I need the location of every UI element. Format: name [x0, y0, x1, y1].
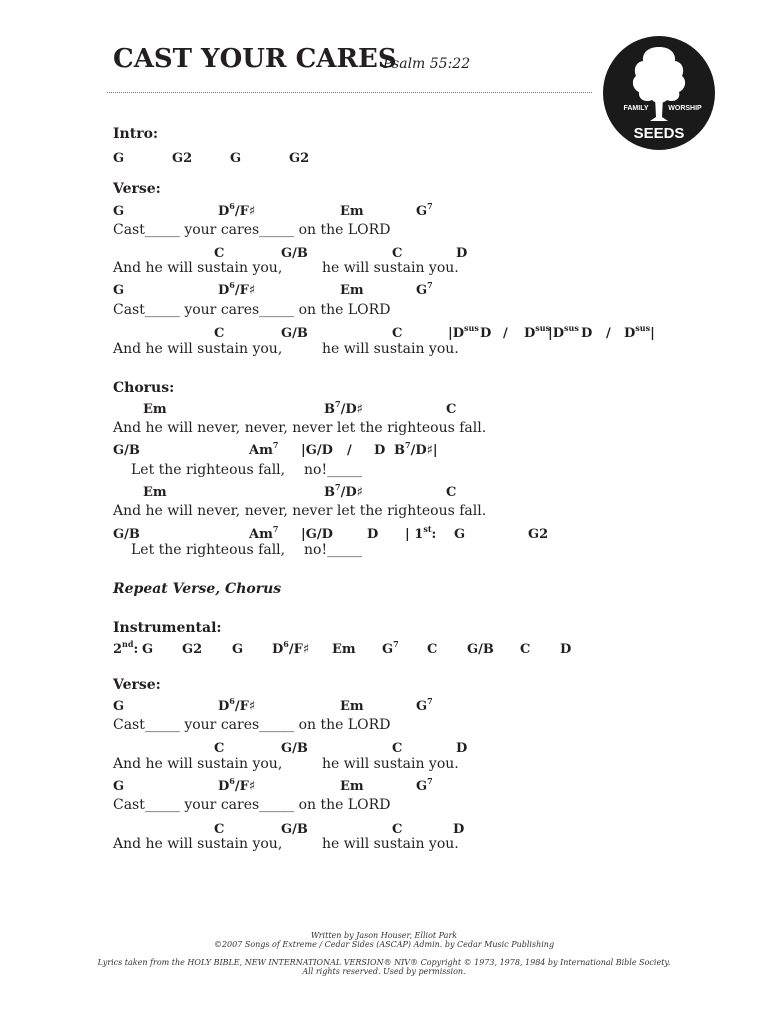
- chord-symbol: Em: [340, 283, 364, 298]
- chord-symbol: [218, 696, 256, 714]
- chord-symbol: G: [416, 779, 428, 794]
- chord-symbol: /D♯: [340, 402, 363, 417]
- chord-symbol: G: [416, 699, 428, 714]
- chord-symbol: /F♯: [234, 779, 256, 794]
- chord-symbol: |D: [448, 326, 465, 341]
- chord-symbol: [448, 323, 479, 341]
- chord-symbol: |G/D: [301, 527, 333, 542]
- chord-symbol: |: [650, 326, 655, 341]
- chord-symbol: sus: [535, 323, 551, 333]
- chord-symbol: C: [446, 402, 457, 417]
- chord-symbol: G/B: [281, 246, 308, 261]
- chord-symbol: G: [113, 699, 125, 714]
- chord-symbol: 7: [427, 280, 433, 290]
- chord-symbol: [218, 776, 256, 794]
- chord-symbol: Em: [340, 204, 364, 219]
- lyric-text: Cast_____ your cares_____ on the LORD: [113, 222, 391, 238]
- lyric-line: [0, 462, 768, 480]
- chord-symbol: G/B: [281, 326, 308, 341]
- chord-line: [0, 201, 768, 222]
- chord-symbol: 6: [229, 280, 235, 290]
- chord-symbol: [324, 399, 363, 417]
- lyric-text: And he will sustain you,: [113, 756, 283, 772]
- chord-symbol: 6: [283, 639, 289, 649]
- chord-symbol: Em: [143, 402, 167, 417]
- lyric-line: [0, 341, 768, 359]
- chord-symbol: [218, 280, 256, 298]
- chord-symbol: [113, 639, 139, 657]
- lyric-text: Cast_____ your cares_____ on the LORD: [113, 797, 391, 813]
- chord-symbol: 7: [335, 399, 341, 409]
- chord-line: [0, 776, 768, 797]
- chord-symbol: sus: [464, 323, 479, 333]
- chord-symbol: :: [431, 527, 437, 542]
- chord-line: [0, 399, 768, 420]
- lyric-text: And he will sustain you,: [113, 341, 283, 357]
- lyric-line: [0, 797, 768, 815]
- chord-symbol: D: [374, 443, 386, 458]
- chord-symbol: |D: [548, 326, 565, 341]
- chord-symbol: sus: [564, 323, 579, 333]
- title-divider: [107, 92, 592, 93]
- chord-symbol: [324, 482, 363, 500]
- chord-symbol: 7: [405, 440, 411, 450]
- chord-symbol: | 1: [405, 527, 424, 542]
- chord-symbol: 6: [229, 696, 235, 706]
- chord-symbol: Am: [249, 527, 273, 542]
- chord-symbol: D: [624, 326, 636, 341]
- chord-line: [0, 639, 768, 660]
- chord-symbol: 7: [427, 201, 433, 211]
- chord-symbol: D: [367, 527, 379, 542]
- lyric-text: he will sustain you.: [322, 341, 459, 357]
- chord-symbol: D: [272, 642, 284, 657]
- chord-symbol: C: [427, 642, 438, 657]
- chord-symbol: G: [416, 204, 428, 219]
- lyric-text: he will sustain you.: [322, 836, 459, 852]
- lyric-text: Cast_____ your cares_____ on the LORD: [113, 302, 391, 318]
- chord-symbol: [416, 776, 433, 794]
- chord-line: [0, 482, 768, 503]
- chord-symbol: /D♯|: [410, 443, 438, 458]
- chord-symbol: [524, 323, 551, 341]
- chord-symbol: G2: [172, 151, 193, 166]
- chord-symbol: D: [218, 699, 230, 714]
- chord-symbol: C: [392, 326, 403, 341]
- footer-bible-credit: Lyrics taken from the HOLY BIBLE, NEW INTERNATIONAL VERSION® NIV® Copyright © 1973, 1978, 1984 by International Bible Society.: [97, 958, 671, 967]
- chord-symbol: G: [382, 642, 394, 657]
- lyric-line: [0, 420, 768, 438]
- chord-symbol: 7: [427, 696, 433, 706]
- section-instrumental: Instrumental:: [113, 620, 222, 636]
- chord-symbol: Em: [340, 699, 364, 714]
- chord-symbol: [416, 696, 433, 714]
- chord-symbol: D: [218, 283, 230, 298]
- chord-symbol: G/B: [281, 822, 308, 837]
- chord-symbol: /: [503, 326, 508, 341]
- chord-symbol: [218, 201, 256, 219]
- lyric-text: And he will sustain you,: [113, 260, 283, 276]
- footer-copyright: ©2007 Songs of Extreme / Cedar Sides (ASCAP) Admin. by Cedar Music Publishing: [213, 940, 555, 949]
- chord-symbol: 7: [427, 776, 433, 786]
- chord-symbol: |G/D: [301, 443, 333, 458]
- chord-symbol: B: [324, 485, 335, 500]
- chord-symbol: D: [453, 822, 465, 837]
- chord-symbol: C: [446, 485, 457, 500]
- chord-symbol: 7: [272, 440, 279, 450]
- chord-symbol: /: [606, 326, 611, 341]
- chord-symbol: G: [230, 151, 242, 166]
- chord-symbol: D: [480, 326, 492, 341]
- chord-symbol: C: [214, 326, 225, 341]
- lyric-line: [0, 756, 768, 774]
- chord-symbol: D: [456, 741, 468, 756]
- chord-line: [0, 280, 768, 301]
- lyric-line: [0, 260, 768, 278]
- chord-symbol: G/B: [113, 527, 140, 542]
- chord-symbol: :: [133, 642, 139, 657]
- lyric-line: [0, 836, 768, 854]
- chord-symbol: 6: [229, 201, 235, 211]
- lyric-line: [0, 222, 768, 240]
- section-chorus: Chorus:: [113, 380, 175, 396]
- chord-symbol: /F♯: [234, 283, 256, 298]
- lyric-line: [0, 503, 768, 521]
- chord-symbol: 7: [335, 482, 341, 492]
- chord-symbol: [416, 280, 433, 298]
- chord-symbol: G: [454, 527, 466, 542]
- chord-symbol: C: [392, 741, 403, 756]
- section-verse: Verse:: [113, 677, 161, 693]
- chord-symbol: [405, 524, 437, 542]
- chord-symbol: [249, 524, 279, 542]
- chord-symbol: G: [416, 283, 428, 298]
- chord-symbol: Em: [143, 485, 167, 500]
- chord-symbol: C: [392, 822, 403, 837]
- section-intro: Intro:: [113, 126, 159, 142]
- chord-symbol: [382, 639, 399, 657]
- chord-symbol: nd: [122, 639, 134, 649]
- chord-symbol: D: [560, 642, 572, 657]
- footer-rights: All rights reserved. Used by permission.: [302, 967, 466, 976]
- lyric-text: And he will never, never, never let the righteous fall.: [113, 503, 487, 519]
- lyric-text: he will sustain you.: [322, 260, 459, 276]
- chord-symbol: D: [524, 326, 536, 341]
- section-verse: Verse:: [113, 181, 161, 197]
- song-title: CAST YOUR CARES: [113, 44, 397, 74]
- lyric-text: And he will sustain you,: [113, 836, 283, 852]
- chord-symbol: [394, 440, 438, 458]
- chord-line: [0, 151, 768, 169]
- chord-symbol: /: [347, 443, 352, 458]
- scripture-reference: Psalm 55:22: [383, 56, 471, 72]
- chord-symbol: G: [113, 779, 125, 794]
- chord-symbol: G2: [289, 151, 310, 166]
- chord-symbol: Em: [332, 642, 356, 657]
- chord-symbol: C: [214, 741, 225, 756]
- chord-symbol: [272, 639, 310, 657]
- chord-symbol: C: [214, 246, 225, 261]
- chord-symbol: /F♯: [234, 204, 256, 219]
- logo-worship-text: WORSHIP: [668, 105, 702, 112]
- lyric-text: no!_____: [304, 542, 363, 558]
- chord-symbol: 7: [393, 639, 399, 649]
- chord-symbol: [548, 323, 579, 341]
- lyric-text: Cast_____ your cares_____ on the LORD: [113, 717, 391, 733]
- lyric-line: [0, 717, 768, 735]
- chord-symbol: D: [218, 204, 230, 219]
- chord-symbol: 7: [272, 524, 279, 534]
- chord-symbol: C: [520, 642, 531, 657]
- chord-symbol: G/B: [113, 443, 140, 458]
- chord-symbol: 2: [113, 642, 123, 657]
- chord-symbol: B: [394, 443, 405, 458]
- chord-symbol: sus: [635, 323, 651, 333]
- chord-symbol: D: [218, 779, 230, 794]
- chord-symbol: G: [113, 204, 125, 219]
- chord-symbol: B: [324, 402, 335, 417]
- chord-symbol: C: [214, 822, 225, 837]
- logo-seeds-text: SEEDS: [633, 125, 685, 142]
- chord-symbol: [624, 323, 655, 341]
- chord-symbol: G: [232, 642, 244, 657]
- lyric-text: And he will never, never, never let the righteous fall.: [113, 420, 487, 436]
- lyric-line: [0, 302, 768, 320]
- lyric-text: no!_____: [304, 462, 363, 478]
- chord-symbol: G: [142, 642, 154, 657]
- chord-symbol: G: [113, 151, 125, 166]
- chord-symbol: [416, 201, 433, 219]
- repeat-instruction: Repeat Verse, Chorus: [113, 581, 282, 597]
- family-worship-seeds-logo: [602, 35, 716, 151]
- chord-symbol: [249, 440, 279, 458]
- logo-family-text: FAMILY: [623, 105, 649, 112]
- lyric-text: Let the righteous fall,: [131, 462, 286, 478]
- lyric-text: he will sustain you.: [322, 756, 459, 772]
- footer-writers: Written by Jason Houser, Elliot Park: [310, 931, 458, 940]
- chord-symbol: G2: [182, 642, 203, 657]
- chord-symbol: st: [423, 524, 432, 534]
- lyric-line: [0, 542, 768, 560]
- lyric-text: Let the righteous fall,: [131, 542, 286, 558]
- chord-line: [0, 440, 768, 461]
- chord-symbol: G: [113, 283, 125, 298]
- chord-symbol: G2: [528, 527, 549, 542]
- chord-symbol: /F♯: [234, 699, 256, 714]
- chord-symbol: G/B: [281, 741, 308, 756]
- chord-symbol: /D♯: [340, 485, 363, 500]
- chord-symbol: /F♯: [288, 642, 310, 657]
- chord-line: [0, 696, 768, 717]
- chord-symbol: G/B: [467, 642, 494, 657]
- chord-symbol: D: [581, 326, 593, 341]
- chord-symbol: C: [392, 246, 403, 261]
- chord-symbol: 6: [229, 776, 235, 786]
- chord-symbol: Em: [340, 779, 364, 794]
- chord-symbol: Am: [249, 443, 273, 458]
- chord-symbol: D: [456, 246, 468, 261]
